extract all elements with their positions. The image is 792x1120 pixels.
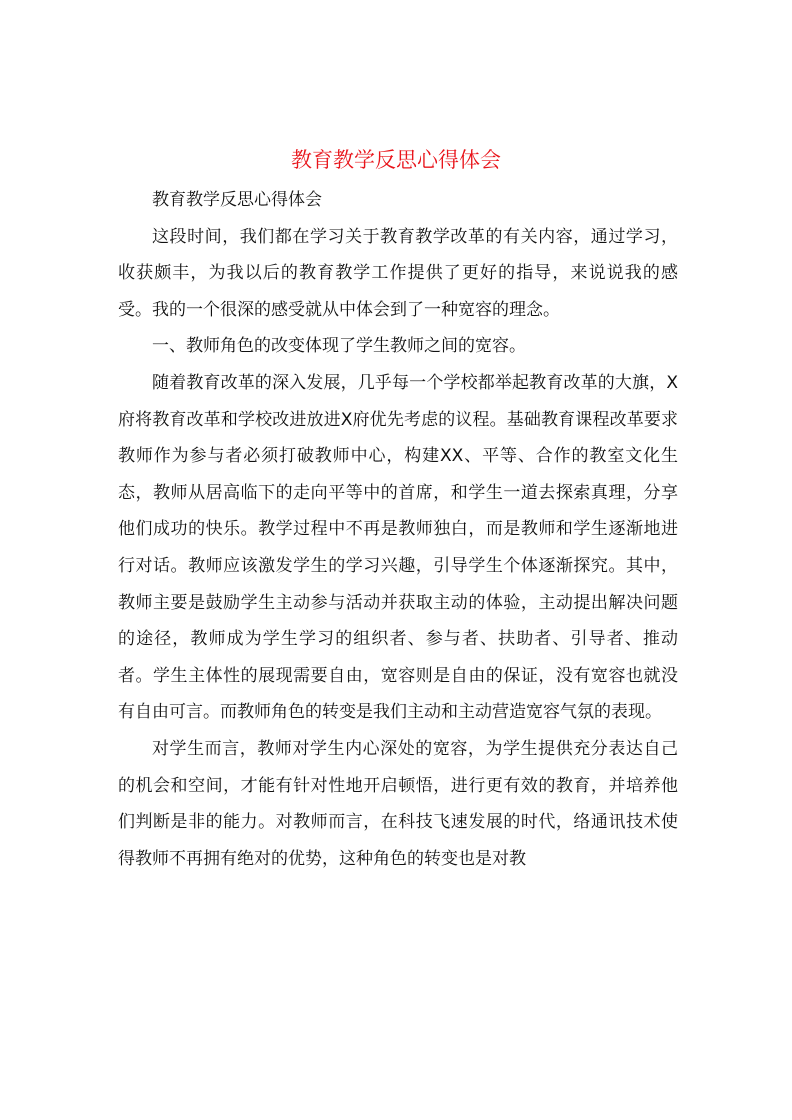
paragraph-reform: 随着教育改革的深入发展，几乎每一个学校都举起教育改革的大旗，X府将教育改革和学校改进放进X府优先考虑的议程。基础教育课程改革要求教师作为参与者必须打破教师中心，构建XX、平等、合作的教室文化生态，教师从居高临下的走向平等中的首席，和学生一道去探索真理，分享他们成功的快乐。教学过程中不再是教师独白，而是教师和学生逐渐地进行对话。教师应该激发学生的学习兴趣，引导学生个体逐渐探究。其中，教师主要是鼓励学生主动参与活动并获取主动的体验，主动提出解决问题的途径，教师成为学生学习的组织者、参与者、扶助者、引导者、推动者。学生主体性的展现需要自由，宽容则是自由的保证，没有宽容也就没有自由可言。而教师角色的转变是我们主动和主动营造宽容气氛的表现。 [118,372,678,723]
paragraph-subtitle: 教育教学反思心得体会 [152,190,322,210]
document-title: 教育教学反思心得体会 [291,148,501,172]
paragraph-students-teachers: 对学生而言，教师对学生内心深处的宽容，为学生提供充分表达自己的机会和空间，才能有针对性地开启顿悟，进行更有效的教育，并培养他们判断是非的能力。对教师而言，在科技飞速发展的时代，络通讯技术使得教师不再拥有绝对的优势，这种角色的转变也是对教 [118,738,678,869]
paragraph-section-heading: 一、教师角色的改变体现了学生教师之间的宽容。 [152,336,526,357]
document-body [118,182,678,877]
paragraph-intro: 这段时间，我们都在学习关于教育教学改革的有关内容，通过学习，收获颇丰，为我以后的教育教学工作提供了更好的指导，来说说我的感受。我的一个很深的感受就从中体会到了一种宽容的理念。 [118,226,678,320]
